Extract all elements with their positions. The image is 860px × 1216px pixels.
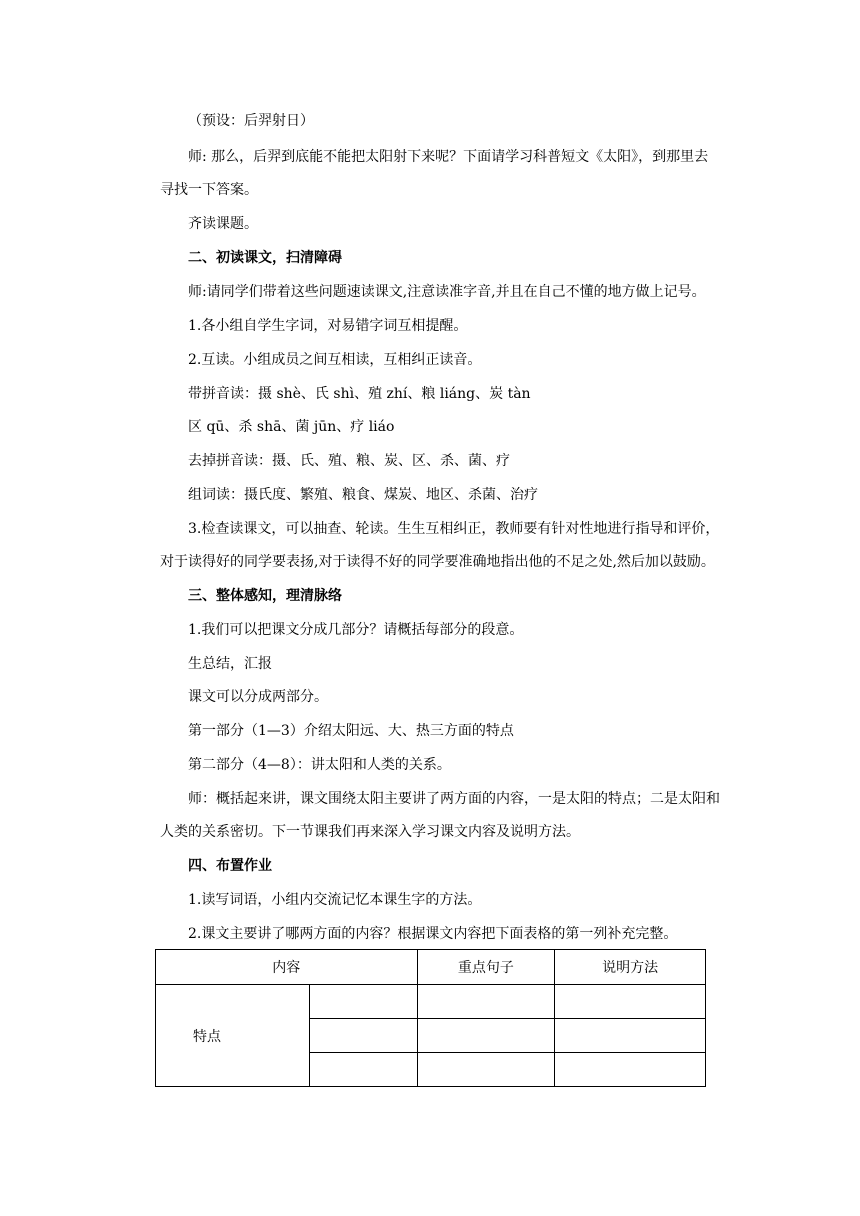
paragraph-read-title: 齐读课题。 — [188, 216, 258, 232]
paragraph-no-pinyin-read: 去掉拼音读：摄、氏、殖、粮、炭、区、杀、菌、疗 — [188, 453, 510, 469]
paragraph-step-3-line1: 3.检查读课文，可以抽查、轮读。生生互相纠正，教师要有针对性地进行指导和评价， — [188, 521, 720, 537]
section-heading-3: 三、整体感知，理清脉络 — [188, 588, 342, 604]
table-cell — [309, 1053, 417, 1087]
paragraph-preset: （预设：后羿射日） — [188, 113, 314, 129]
table-header-method: 说明方法 — [555, 950, 706, 985]
table-cell — [417, 985, 555, 1019]
paragraph-two-parts: 课文可以分成两部分。 — [188, 689, 328, 705]
paragraph-step-2: 2.互读。小组成员之间互相读，互相纠正读音。 — [188, 352, 482, 368]
paragraph-part-two: 第二部分（4—8）：讲太阳和人类的关系。 — [188, 757, 451, 773]
paragraph-teacher-instruction: 师:请同学们带着这些问题速读课文,注意读准字音,并且在自己不懂的地方做上记号。 — [188, 284, 706, 300]
table-cell — [555, 1019, 706, 1053]
table-row — [156, 985, 706, 1019]
paragraph-teacher-intro-line2: 寻找一下答案。 — [160, 182, 258, 198]
paragraph-homework-1: 1.读写词语，小组内交流记忆本课生字的方法。 — [188, 892, 482, 908]
paragraph-pinyin-read-1: 带拼音读：摄 shè、氏 shì、殖 zhí、粮 liáng、炭 tàn — [188, 386, 531, 402]
paragraph-pinyin-read-2: 区 qū、杀 shā、菌 jūn、疗 liáo — [188, 419, 395, 435]
table-cell — [555, 985, 706, 1019]
paragraph-summary-line1: 师：概括起来讲，课文围绕太阳主要讲了两方面的内容，一是太阳的特点；二是太阳和 — [188, 791, 720, 807]
table-cell — [417, 1019, 555, 1053]
table-header-content: 内容 — [156, 950, 418, 985]
table-cell — [417, 1053, 555, 1087]
table-cell — [309, 1019, 417, 1053]
paragraph-step-1: 1.各小组自学生字词，对易错字词互相提醒。 — [188, 318, 468, 334]
section-heading-2: 二、初读课文，扫清障碍 — [188, 250, 342, 266]
table-cell — [309, 985, 417, 1019]
paragraph-word-read: 组词读：摄氏度、繁殖、粮食、煤炭、地区、杀菌、治疗 — [188, 487, 538, 503]
content-table — [155, 949, 706, 1087]
table-cell — [555, 1053, 706, 1087]
paragraph-teacher-intro-line1: 师: 那么，后羿到底能不能把太阳射下来呢？下面请学习科普短文《太阳》，到那里去 — [188, 149, 709, 165]
table-header-key-sentence: 重点句子 — [417, 950, 555, 985]
table-row-label-features: 特点 — [156, 985, 310, 1087]
paragraph-part-one: 第一部分（1—3）介绍太阳远、大、热三方面的特点 — [188, 723, 514, 739]
table-header-row — [156, 950, 706, 985]
paragraph-summary-line2: 人类的关系密切。下一节课我们再来深入学习课文内容及说明方法。 — [160, 824, 580, 840]
paragraph-homework-2: 2.课文主要讲了哪两方面的内容？根据课文内容把下面表格的第一列补充完整。 — [188, 926, 678, 942]
paragraph-step-3-line2: 对于读得好的同学要表扬,对于读得不好的同学要准确地指出他的不足之处,然后加以鼓励。 — [160, 554, 715, 570]
paragraph-student-report: 生总结，汇报 — [188, 656, 272, 672]
paragraph-question-1: 1.我们可以把课文分成几部分？请概括每部分的段意。 — [188, 622, 524, 638]
section-heading-4: 四、布置作业 — [188, 858, 272, 874]
